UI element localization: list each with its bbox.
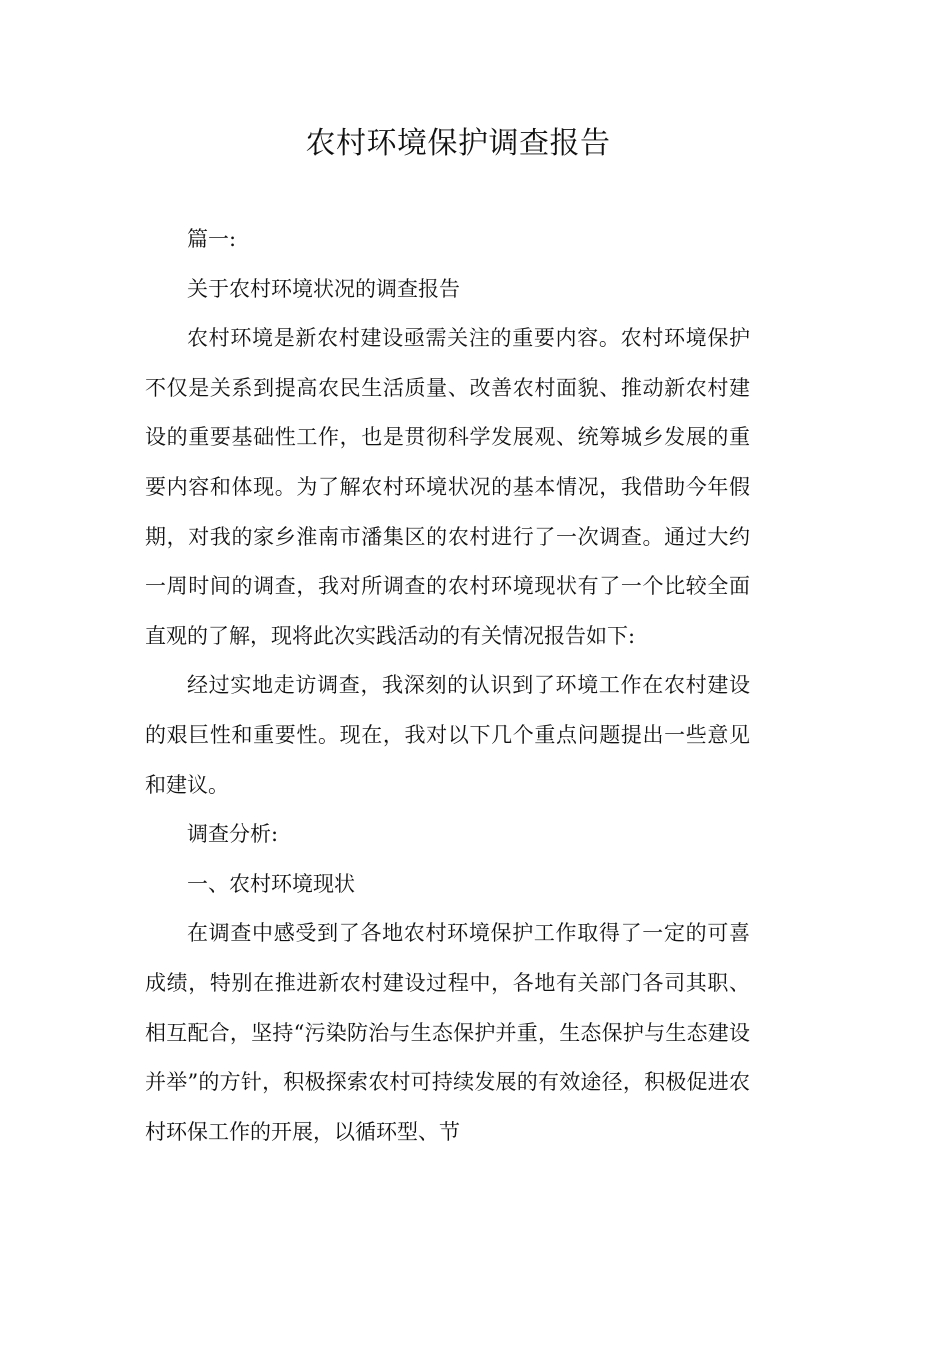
intro-paragraph: 农村环境是新农村建设亟需关注的重要内容。农村环境保护不仅是关系到提高农民生活质量、改善农村面貌、推动新农村建设的重要基础性工作，也是贯彻科学发展观、统筹城乡发展的重要内容和体现。为了解农村环境状况的基本情况，我借助今年假期，对我的家乡淮南市潘集区的农村进行了一次调查。通过大约一周时间的调查，我对所调查的农村环境现状有了一个比较全面直观的了解，现将此次实践活动的有关情况报告如下: — [145, 326, 750, 648]
section-heading-status: 一、农村环境现状 — [187, 871, 355, 896]
analysis-heading: 调查分析: — [187, 822, 279, 847]
document-body — [145, 215, 750, 1157]
observation-paragraph: 经过实地走访调查，我深刻的认识到了环境工作在农村建设的艰巨性和重要性。现在，我对以下几个重点问题提出一些意见和建议。 — [145, 673, 750, 797]
document-title: 农村环境保护调查报告 — [305, 126, 611, 161]
report-subtitle: 关于农村环境状况的调查报告 — [187, 276, 460, 301]
section-label: 篇一: — [187, 227, 237, 251]
status-paragraph: 在调查中感受到了各地农村环境保护工作取得了一定的可喜成绩，特别在推进新农村建设过程中，各地有关部门各司其职、相互配合，坚持“污染防治与生态保护并重，生态保护与生态建设并举”的方针，积极探索农村可持续发展的有效途径，积极促进农村环保工作的开展，以循环型、节 — [145, 921, 750, 1144]
